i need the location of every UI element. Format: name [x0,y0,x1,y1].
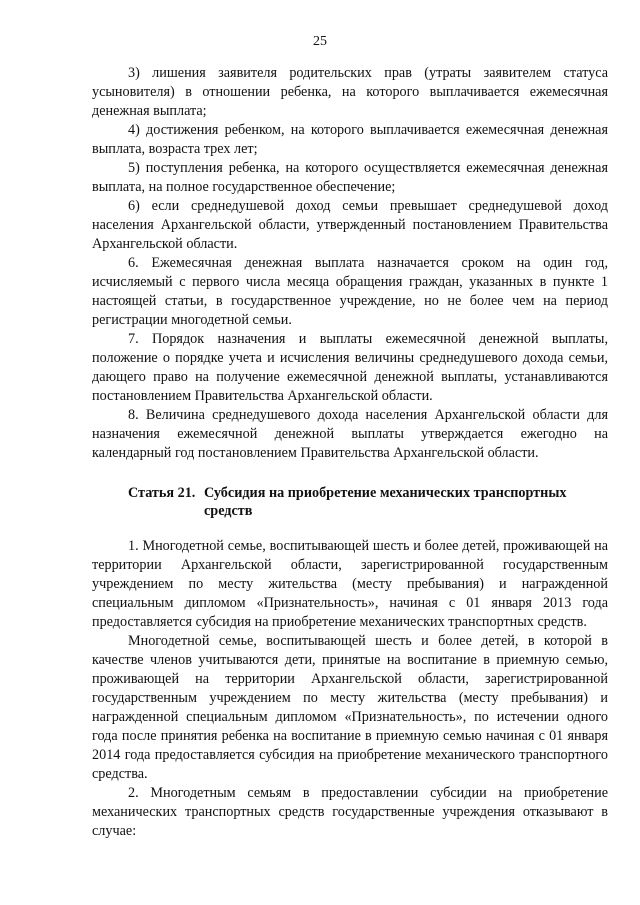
article-title: Субсидия на приобретение механических транспортных средств [204,485,567,519]
paragraph-point-8: 8. Величина среднедушевого дохода населения Архангельской области для назначения ежемесячной денежной выплаты утверждается ежегодно на календарный год постановлением Правительства Архангельской области. [92,407,608,461]
document-body [92,64,608,841]
paragraph-item-4: 4) достижения ребенком, на которого выплачивается ежемесячная денежная выплата, возраста трех лет; [92,122,608,157]
paragraph-item-3: 3) лишения заявителя родительских прав (утраты заявителем статуса усыновителя) в отношении ребенка, на которого выплачивается ежемесячная денежная выплата; [92,65,608,119]
article-heading [92,484,608,520]
paragraph-item-6: 6) если среднедушевой доход семьи превышает среднедушевой доход населения Архангельской области, утвержденный постановлением Правительства Архангельской области. [92,198,608,252]
paragraph-article-point-2: 2. Многодетным семьям в предоставлении субсидии на приобретение механических транспортных средств государственные учреждения отказывают в случае: [92,785,608,839]
paragraph-item-5: 5) поступления ребенка, на которого осуществляется ежемесячная денежная выплата, на полное государственное обеспечение; [92,160,608,195]
paragraph-point-7: 7. Порядок назначения и выплаты ежемесячной денежной выплаты, положение о порядке учета и исчисления величины среднедушевого дохода семьи, дающего право на получение ежемесячной денежной выплаты, устанавливаются постановлением Правительства Архангельской области. [92,331,608,404]
page-number: 25 [313,34,327,49]
article-number: Статья 21. [128,485,196,501]
paragraph-point-6: 6. Ежемесячная денежная выплата назначается сроком на один год, исчисляемый с первого числа месяца обращения граждан, указанных в пункте 1 настоящей статьи, в государственное учреждение, но не более чем на период регистрации многодетной семьи. [92,255,608,328]
paragraph-article-point-1: 1. Многодетной семье, воспитывающей шесть и более детей, проживающей на территории Архангельской области, зарегистрированной государственным учреждением по месту жительства (месту пребывания) и награжденной специальным дипломом «Признательность», начиная с 01 января 2013 года предоставляется субсидия на приобретение механических транспортных средств. [92,538,608,630]
paragraph-article-point-1-cont: Многодетной семье, воспитывающей шесть и более детей, в которой в качестве членов учитываются дети, принятые на воспитание в приемную семью, проживающей на территории Архангельской области, зарегистрированной государственным учреждением по месту жительства (месту пребывания) и награжденной специальным дипломом «Признательность», по истечении одного года после принятия ребенка на воспитание в приемную семью начиная с 01 января 2014 года предоставляется субсидия на приобретение механического транспортного средства. [92,633,608,782]
